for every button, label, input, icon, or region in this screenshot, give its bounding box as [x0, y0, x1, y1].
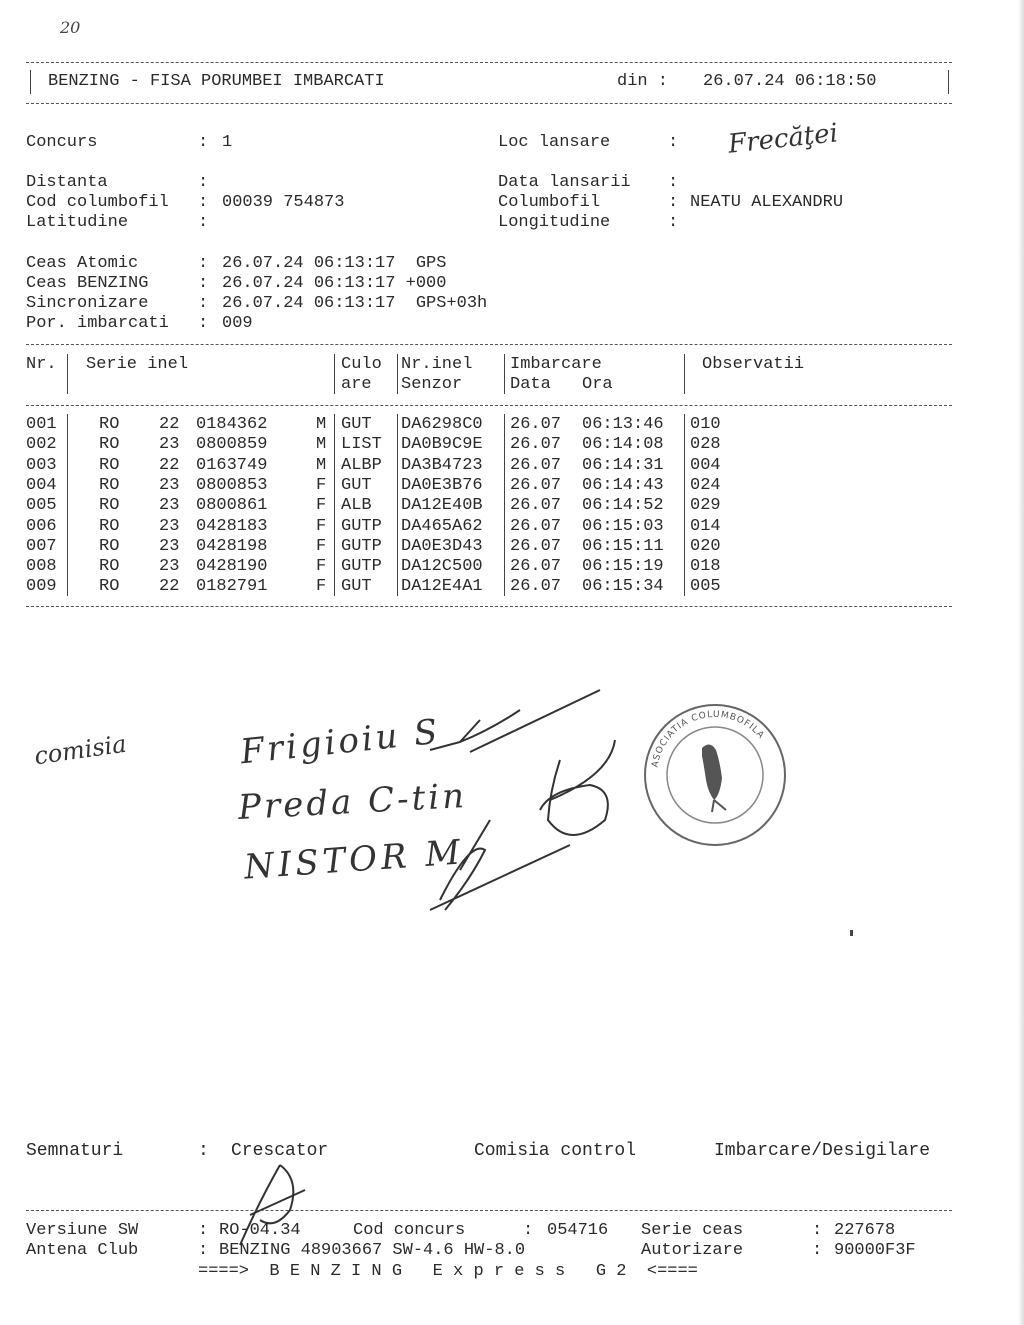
table-cell-culoare: GUTP	[341, 557, 382, 577]
table-cell-senzor: DA0E3B76	[401, 475, 483, 495]
table-cell-tara: RO	[99, 516, 120, 536]
report-datetime: 26.07.24 06:18:50	[703, 72, 877, 91]
table-cell-data: 26.07	[510, 516, 562, 536]
table-cell-ora: 06:13:46	[582, 415, 664, 434]
table-cell-an: 23	[159, 557, 180, 577]
ink-speck	[850, 930, 853, 936]
autorizare-value: 90000F3F	[834, 1241, 916, 1260]
brand-line: ====> B E N Z I N G E x p r e s s G 2 <====	[198, 1262, 698, 1281]
col-header-imbarcare: Imbarcare	[510, 355, 602, 374]
colon: :	[668, 213, 679, 232]
table-cell-tara: RO	[99, 455, 120, 475]
header-right-bar	[948, 70, 949, 94]
table-cell-sex: F	[316, 475, 327, 495]
table-cell-nr: 006	[26, 516, 57, 536]
table-cell-inel: 0182791	[196, 577, 268, 597]
colon: :	[812, 1241, 823, 1260]
table-cell-an: 23	[159, 516, 180, 536]
col-header-observatii: Observatii	[702, 355, 805, 374]
table-cell-tara: RO	[99, 496, 120, 516]
table-cell-nr: 007	[26, 536, 57, 556]
table-cell-ora: 06:14:52	[582, 496, 664, 516]
table-cell-data: 26.07	[510, 557, 562, 577]
table-cell-senzor: DA12E40B	[401, 496, 483, 516]
ceas-benzing-value: 26.07.24 06:13:17 +000	[222, 274, 447, 293]
table-cell-sex: F	[316, 577, 327, 597]
table-cell-inel: 0800859	[196, 435, 268, 455]
semnaturi-label: Semnaturi	[26, 1141, 124, 1161]
colon: :	[198, 1241, 209, 1260]
table-cell-culoare: GUT	[341, 415, 372, 434]
table-cell-inel: 0428190	[196, 557, 268, 577]
signature-stroke-2	[540, 740, 615, 835]
table-cell-culoare: GUTP	[341, 516, 382, 536]
header-divider	[684, 354, 685, 394]
table-cell-nr: 004	[26, 475, 57, 495]
table-cell-sex: M	[316, 455, 327, 475]
antena-label: Antena Club	[26, 1241, 139, 1260]
footer-top-rule	[26, 1210, 952, 1211]
header-divider	[397, 354, 398, 394]
table-cell-nr: 001	[26, 415, 57, 434]
latitudine-label: Latitudine	[26, 213, 129, 232]
table-bottom-rule	[26, 606, 952, 607]
colon: :	[523, 1221, 534, 1240]
colon: :	[198, 274, 209, 293]
col-header-nr: Nr.	[26, 355, 57, 374]
table-cell-data: 26.07	[510, 455, 562, 475]
table-cell-data: 26.07	[510, 435, 562, 455]
col-header-imbarcare-ora: Ora	[582, 375, 613, 394]
column-divider	[504, 414, 505, 596]
header-divider	[334, 354, 335, 394]
distanta-label: Distanta	[26, 173, 108, 192]
table-cell-inel: 0800861	[196, 496, 268, 516]
table-cell-sex: F	[316, 496, 327, 516]
table-cell-nr: 002	[26, 435, 57, 455]
colon: :	[668, 193, 679, 212]
por-imbarcati-value: 009	[222, 314, 253, 333]
columbofil-label: Columbofil	[498, 193, 601, 212]
table-cell-obs: 004	[690, 455, 721, 475]
table-cell-an: 22	[159, 455, 180, 475]
crescator-label: Crescator	[231, 1141, 329, 1161]
pigeon-feet-icon	[712, 800, 726, 812]
cod-concurs-label: Cod concurs	[353, 1221, 466, 1240]
table-cell-data: 26.07	[510, 496, 562, 516]
col-header-imbarcare-data: Data	[510, 375, 551, 394]
table-cell-obs: 005	[690, 577, 721, 597]
cod-columbofil-label: Cod columbofil	[26, 193, 169, 212]
table-cell-culoare: GUT	[341, 577, 372, 597]
table-cell-senzor: DA0B9C9E	[401, 435, 483, 455]
col-header-nrinel-2: Senzor	[401, 375, 463, 394]
table-cell-senzor: DA3B4723	[401, 455, 483, 475]
cod-concurs-value: 054716	[547, 1221, 609, 1240]
concurs-value: 1	[222, 133, 233, 152]
table-cell-sex: M	[316, 435, 327, 455]
data-lansarii-label: Data lansarii	[498, 173, 631, 192]
table-cell-culoare: ALB	[341, 496, 372, 516]
handwritten-comisia: comisia	[32, 729, 129, 771]
table-cell-ora: 06:15:11	[582, 536, 664, 556]
column-divider	[67, 414, 68, 596]
table-cell-obs: 024	[690, 475, 721, 495]
table-cell-inel: 0428183	[196, 516, 268, 536]
table-cell-senzor: DA0E3D43	[401, 536, 483, 556]
table-cell-an: 23	[159, 536, 180, 556]
colon: :	[198, 213, 209, 232]
handwritten-name-2: Preda C-tin	[237, 776, 468, 828]
colon: :	[668, 173, 679, 192]
table-cell-an: 23	[159, 496, 180, 516]
col-header-nrinel-1: Nr.inel	[401, 355, 473, 374]
table-cell-culoare: ALBP	[341, 455, 382, 475]
colon: :	[198, 173, 209, 192]
table-cell-senzor: DA6298C0	[401, 415, 483, 434]
table-cell-data: 26.07	[510, 475, 562, 495]
imbarcare-desigilare-label: Imbarcare/Desigilare	[714, 1141, 931, 1161]
table-cell-tara: RO	[99, 557, 120, 577]
longitudine-label: Longitudine	[498, 213, 611, 232]
col-header-culoare-2: are	[341, 375, 372, 394]
header-divider	[504, 354, 505, 394]
column-divider	[334, 414, 335, 596]
table-cell-an: 22	[159, 415, 180, 434]
table-cell-nr: 005	[26, 496, 57, 516]
table-cell-an: 23	[159, 435, 180, 455]
colon: :	[198, 294, 209, 313]
ceas-benzing-label: Ceas BENZING	[26, 274, 149, 293]
loc-lansare-handwritten: Frecăţei	[726, 118, 840, 160]
table-cell-tara: RO	[99, 435, 120, 455]
table-top-rule	[26, 344, 952, 345]
table-cell-tara: RO	[99, 475, 120, 495]
colon: :	[198, 133, 209, 152]
stamp-text: ASOCIATIA COLUMBOFILA	[650, 709, 767, 769]
table-cell-culoare: GUTP	[341, 536, 382, 556]
cod-columbofil-value: 00039 754873	[222, 193, 345, 212]
table-cell-nr: 009	[26, 577, 57, 597]
column-divider	[397, 414, 398, 596]
table-cell-obs: 010	[690, 415, 721, 434]
handwritten-name-3: NISTOR M	[242, 832, 466, 888]
table-cell-senzor: DA12C500	[401, 557, 483, 577]
concurs-label: Concurs	[26, 133, 98, 152]
signature-stroke-3	[430, 820, 570, 910]
table-cell-culoare: GUT	[341, 475, 372, 495]
table-cell-ora: 06:14:08	[582, 435, 664, 455]
page-number-handwritten: 20	[60, 18, 81, 37]
table-header-rule	[26, 405, 952, 406]
table-cell-ora: 06:15:03	[582, 516, 664, 536]
table-cell-tara: RO	[99, 577, 120, 597]
autorizare-label: Autorizare	[641, 1241, 744, 1260]
table-cell-obs: 020	[690, 536, 721, 556]
colon: :	[198, 193, 209, 212]
table-cell-obs: 029	[690, 496, 721, 516]
table-cell-inel: 0800853	[196, 475, 268, 495]
report-title: BENZING - FISA PORUMBEI IMBARCATI	[48, 72, 385, 91]
col-header-culoare-1: Culo	[341, 355, 382, 374]
table-cell-inel: 0163749	[196, 455, 268, 475]
colon: :	[198, 254, 209, 273]
table-cell-obs: 014	[690, 516, 721, 536]
serie-ceas-value: 227678	[834, 1221, 896, 1240]
table-cell-obs: 018	[690, 557, 721, 577]
header-divider	[67, 354, 68, 394]
table-cell-ora: 06:14:31	[582, 455, 664, 475]
table-cell-sex: M	[316, 415, 327, 434]
header-top-rule	[26, 62, 952, 63]
signature-scribbles	[400, 680, 640, 920]
table-cell-an: 22	[159, 577, 180, 597]
table-cell-inel: 0428198	[196, 536, 268, 556]
table-cell-tara: RO	[99, 536, 120, 556]
versiune-label: Versiune SW	[26, 1221, 139, 1240]
por-imbarcati-label: Por. imbarcati	[26, 314, 169, 333]
header-bottom-rule	[26, 103, 952, 104]
column-divider	[684, 414, 685, 596]
table-cell-nr: 003	[26, 455, 57, 475]
table-cell-senzor: DA12E4A1	[401, 577, 483, 597]
table-cell-sex: F	[316, 557, 327, 577]
handwritten-name-1: Frigioiu S	[238, 711, 443, 773]
scan-edge	[1018, 0, 1024, 1325]
table-cell-ora: 06:15:19	[582, 557, 664, 577]
table-cell-data: 26.07	[510, 577, 562, 597]
table-cell-ora: 06:14:43	[582, 475, 664, 495]
table-cell-tara: RO	[99, 415, 120, 434]
table-cell-nr: 008	[26, 557, 57, 577]
table-cell-culoare: LIST	[341, 435, 382, 455]
colon: :	[812, 1221, 823, 1240]
comisia-control-label: Comisia control	[474, 1141, 637, 1161]
signature-stroke-1	[430, 690, 600, 752]
table-cell-senzor: DA465A62	[401, 516, 483, 536]
loc-lansare-label: Loc lansare	[498, 133, 611, 152]
stamp-graphic	[640, 700, 790, 850]
serie-ceas-label: Serie ceas	[641, 1221, 744, 1240]
club-stamp	[640, 700, 790, 850]
colon: :	[668, 133, 679, 152]
colon: :	[198, 1141, 209, 1161]
table-cell-sex: F	[316, 516, 327, 536]
colon: :	[198, 314, 209, 333]
report-din-label: din :	[617, 72, 669, 91]
table-cell-obs: 028	[690, 435, 721, 455]
header-left-bar	[30, 70, 31, 94]
ceas-atomic-value: 26.07.24 06:13:17 GPS	[222, 254, 447, 273]
pigeon-icon	[702, 744, 722, 800]
col-header-serie-inel: Serie inel	[86, 355, 189, 374]
table-cell-data: 26.07	[510, 536, 562, 556]
table-cell-an: 23	[159, 475, 180, 495]
sincronizare-value: 26.07.24 06:13:17 GPS+03h	[222, 294, 488, 313]
table-cell-sex: F	[316, 536, 327, 556]
table-cell-data: 26.07	[510, 415, 562, 434]
colon: :	[198, 1221, 209, 1240]
table-cell-inel: 0184362	[196, 415, 268, 434]
sincronizare-label: Sincronizare	[26, 294, 149, 313]
columbofil-value: NEATU ALEXANDRU	[690, 193, 844, 212]
ceas-atomic-label: Ceas Atomic	[26, 254, 139, 273]
antena-value: BENZING 48903667 SW-4.6 HW-8.0	[219, 1241, 526, 1260]
versiune-value: RO-04.34	[219, 1221, 301, 1240]
table-cell-ora: 06:15:34	[582, 577, 664, 597]
